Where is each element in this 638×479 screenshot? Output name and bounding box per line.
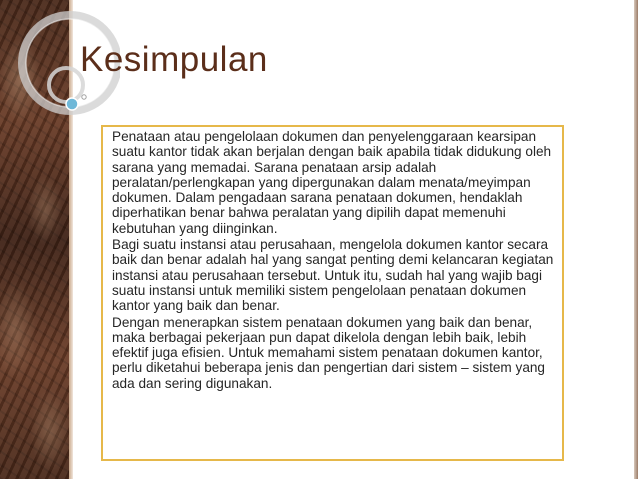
- right-edge: [634, 0, 638, 479]
- panel-edge: [69, 0, 73, 479]
- paragraph-2: Bagi suatu instansi atau perusahaan, mengelola dokumen kantor secara baik dan benar adalah hal yang sangat penting demi kelancaran kegiatan instansi atau perusahaan tersebut. Untuk itu, sudah hal yang wajib bagi suatu instansi untuk memiliki sistem pengelolaan penataan dokumen kantor yang baik dan benar.: [112, 237, 554, 314]
- paragraph-1: Penataan atau pengelolaan dokumen dan penyelenggaraan kearsipan suatu kantor tidak akan berjalan dengan baik apabila tidak didukung oleh sarana yang memadai. Sarana penataan arsip adalah peralatan/perlengkapan yang dipergunakan dalam menata/meyimpan dokumen. Dalam pengadaan sarana penataan dokumen, hendaklah diperhatikan benar bahwa peralatan yang dipilih dapat memenuhi kebutuhan yang diinginkan.: [112, 129, 552, 236]
- content-box: [101, 125, 564, 461]
- paragraph-3: Dengan menerapkan sistem penataan dokumen yang baik dan benar, maka berbagai pekerjaan pun dapat dikelola dengan lebih baik, lebih efektif juga efisien. Untuk memahami sistem penataan dokumen kantor, perlu diketahui beberapa jenis dan pengertian dari sistem – sistem yang ada dan sering digunakan.: [112, 314, 545, 391]
- slide-title: Kesimpulan: [80, 40, 268, 79]
- marble-texture-panel: [0, 0, 69, 479]
